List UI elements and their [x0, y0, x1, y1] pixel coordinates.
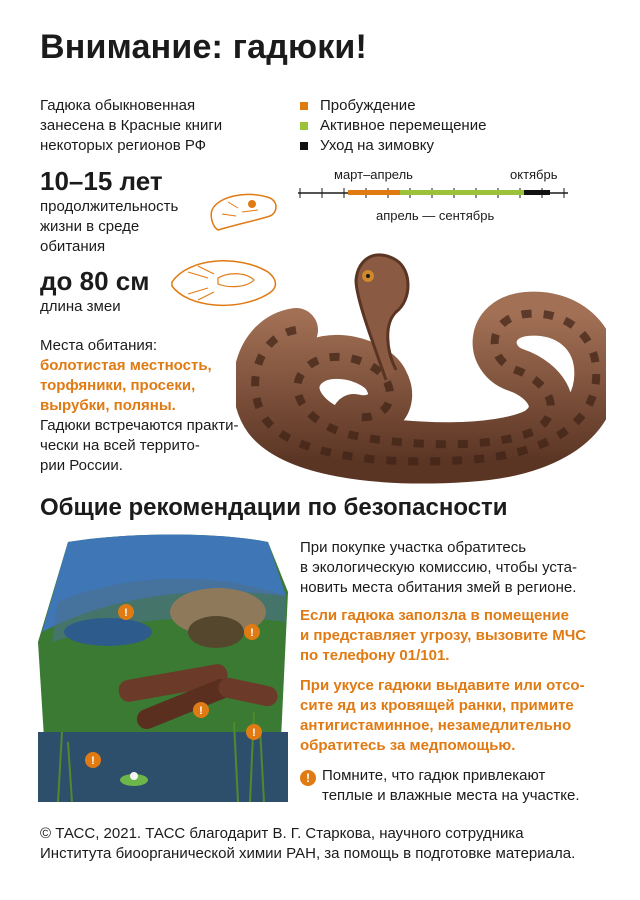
warning-icon: ! [300, 770, 316, 786]
length-stat: до 80 см длина змеи [40, 266, 150, 315]
intro-line: занесена в Красные книги [40, 117, 223, 134]
svg-text:!: ! [250, 627, 254, 639]
orange-swatch [300, 102, 308, 110]
garden-illustration [38, 532, 290, 804]
habitat-block: Места обитания: болотистая местность, торфяники, просеки, вырубки, поляны. Гадюки встречаются практи- чески на всей террито- рии России. [40, 337, 239, 474]
legend-item-active: Активное перемещение [300, 116, 486, 136]
svg-text:!: ! [252, 727, 256, 739]
awakening-segment [348, 190, 400, 195]
credit-footer: © ТАСС, 2021. ТАСС благодарит В. Г. Старкова, научного сотрудника Института биоорганической химии РАН, за помощь в подготовке материала. [40, 825, 576, 862]
timeline-legend [300, 96, 486, 156]
red-book-note [40, 96, 260, 156]
svg-text:!: ! [199, 705, 203, 717]
timeline-label-october: октябрь [510, 167, 558, 182]
active-segment [400, 190, 524, 195]
recommendation-commission: При покупке участка обратитесь в экологическую комиссию, чтобы уста- новить места обитания змей в регионе. [300, 539, 577, 596]
recommendation-bite: При укусе гадюки выдавите или отсо- сите яд из кровящей ранки, примите антигистаминное, незамедлительно обратитесь за медпомощью. [300, 677, 585, 754]
hibernation-segment [524, 190, 550, 195]
timeline-label-march-april: март–апрель [334, 167, 413, 182]
black-swatch [300, 142, 308, 150]
recommendation-emergency: Если гадюка заползла в помещение и представляет угрозу, вызовите МЧС по телефону 01/101. [300, 607, 587, 664]
svg-text:!: ! [124, 607, 128, 619]
legend-item-hibernation: Уход на зимовку [300, 136, 486, 156]
legend-item-awakening: Пробуждение [300, 96, 486, 116]
recommendation-note: ! Помните, что гадюк привлекают теплые и влажные места на участке. [300, 766, 600, 806]
lifespan-stat: 10–15 лет продолжительность жизни в среде обитания [40, 166, 179, 255]
intro-line: некоторых регионов РФ [40, 137, 207, 154]
year-timeline [298, 183, 598, 207]
snake-head-side-icon [208, 186, 282, 238]
page-title: Внимание: гадюки! [40, 28, 368, 66]
green-swatch [300, 122, 308, 130]
svg-text:!: ! [91, 755, 95, 767]
timeline-label-april-september: апрель — сентябрь [376, 208, 495, 223]
intro-line: Гадюка обыкновенная [40, 97, 196, 114]
section-title: Общие рекомендации по безопасности [40, 494, 508, 521]
viper-illustration [236, 240, 606, 488]
